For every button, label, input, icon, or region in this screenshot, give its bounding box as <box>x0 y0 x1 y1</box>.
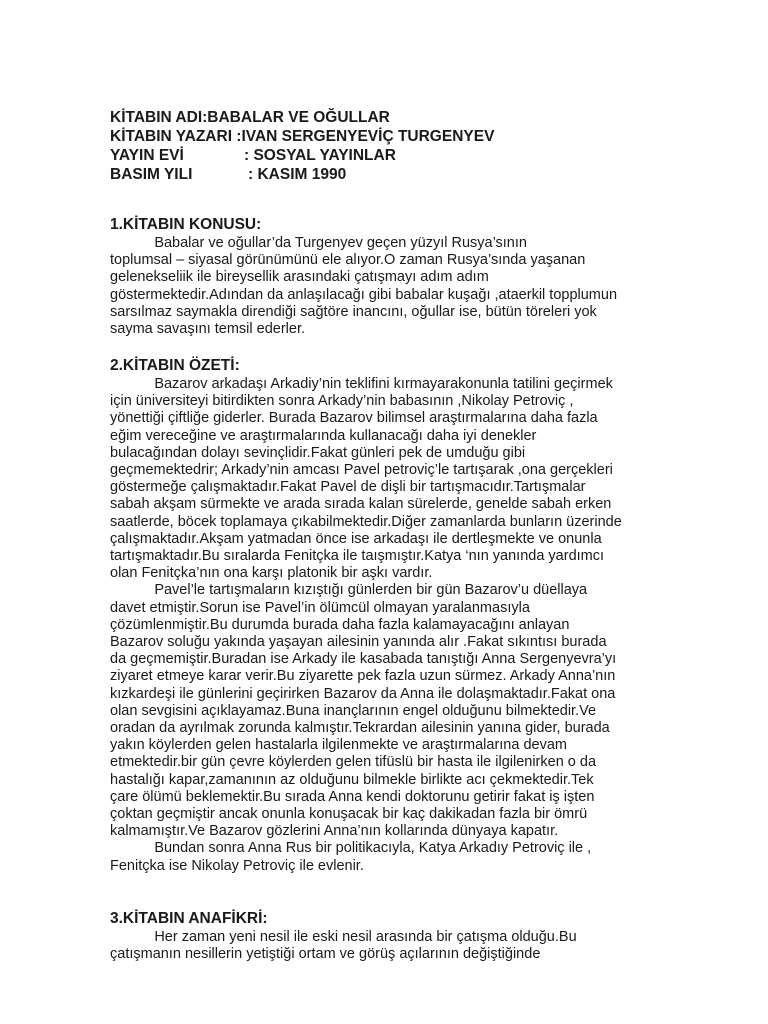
text-line: çalışmaktadır.Akşam yatmadan önce ise arkadaşı ile dertleşmekte ve onunla <box>110 530 602 547</box>
text-line: için üniversiteyi bitirdikten sonra Arkady’nin babasının ,Nikolay Petroviç , <box>110 393 574 410</box>
text-line: Bazarov soluğu yakında yaşayan ailesinin yanında alır .Fakat sıkıntısı burada <box>110 634 607 651</box>
text-line: kalmamıştır.Ve Bazarov gözlerini Anna’nın kollarında dünyaya kapatır. <box>110 823 559 840</box>
text-line: etmektedir.bir gün çevre köylerden gelen tifüslü bir hasta ile ilgilenirken o da <box>110 754 597 771</box>
book-author-row <box>110 127 494 146</box>
text-line: davet etmiştir.Sorun ise Pavel’in ölümcül olmayan yaralanmasıyla <box>110 599 530 616</box>
text-line: gelenekseliik ile bireysellik arasındaki çatışmayı adım adım <box>110 269 489 286</box>
text-line: Fenitçka ise Nikolay Petroviç ile evlenir. <box>110 857 364 874</box>
text-line: geçmemektedrir; Arkady’nin amcası Pavel petroviç’le tartışarak ,ona gerçekleri <box>110 462 613 479</box>
text-line: ziyaret etmeye karar verir.Bu ziyarette pek fazla uzun sürmez. Arkady Anna’nın <box>110 668 616 685</box>
text-line: saatlerde, böcek toplamaya çıkabilmektedir.Diğer zamanlarda bunların üzerinde <box>110 513 622 530</box>
text-line: çözümlenmiştir.Bu durumda burada daha fazla kalamayacağını anlayan <box>110 616 570 633</box>
text-line: olan sevgisini açıklayamaz.Buna inançlarının engel olduğunu bilmektedir.Ve <box>110 702 597 719</box>
book-info <box>110 108 494 184</box>
book-author-value: IVAN SERGENYEVİÇ TURGENYEV <box>241 128 495 145</box>
text-line: yakın köylerden gelen hastalarla ilgilenmekte ve araştırmalarına devam <box>110 737 567 754</box>
section-body-anafikri <box>110 929 630 963</box>
book-title-label: KİTABIN ADI: <box>110 109 208 126</box>
text-line: göstermeğe çalışmaktadır.Fakat Pavel de dişli bir tartışmacıdır.Tartışmalar <box>110 479 586 496</box>
section-title-ozeti: 2.KİTABIN ÖZETİ: <box>110 357 240 374</box>
text-line: toplumsal – siyasal görünümünü ele alıyor.O zaman Rusya’sında yaşanan <box>110 252 586 269</box>
text-line: eğim vereceğine ve araştırmalarında kullanacağı daha iyi denekler <box>110 427 537 444</box>
text-line: göstermektedir.Adından da anlaşılacağı gibi babalar kuşağı ,ataerkil topplumun <box>110 286 618 303</box>
text-line: Babalar ve oğullar’da Turgenyev geçen yüzyıl Rusya’sının <box>110 235 527 251</box>
print-year-label: BASIM YILI <box>110 166 193 183</box>
text-line: çatışmanın nesillerin yetiştiği ortam ve görüş açılarının değiştiğinde <box>110 946 541 963</box>
text-line: sayma savaşını temsil ederler. <box>110 321 306 338</box>
text-line: Her zaman yeni nesil ile eski nesil arasında bir çatışma olduğu.Bu <box>110 929 577 945</box>
book-author-label: KİTABIN YAZARI : <box>110 128 242 145</box>
text-line: bulacağından dolayı sevinçlidir.Fakat günleri pek de umduğu gibi <box>110 444 526 461</box>
text-line: sarsılmaz saymakla direndiği sağtöre inancını, oğullar ise, bütün töreleri yok <box>110 303 597 320</box>
print-year-row <box>110 165 494 184</box>
text-line: çoktan geçmiştir ancak onunla konuşacak bir kaç dakikadan fazla bir ömrü <box>110 806 588 823</box>
section-title-anafikri: 3.KİTABIN ANAFİKRİ: <box>110 910 268 927</box>
text-line: hastalığı kapar,zamanının az olduğunu bilmekle birlikte acı çekmektedir.Tek <box>110 771 594 788</box>
text-line: yönettiği çiftliğe giderler. Burada Bazarov bilimsel araştırmalarına daha fazla <box>110 410 598 427</box>
print-year-value: : KASIM 1990 <box>248 166 347 183</box>
publisher-label: YAYIN EVİ <box>110 147 184 164</box>
text-line: olan Fenitçka’nın ona karşı platonik bir aşkı vardır. <box>110 565 433 582</box>
section-body-konusu <box>110 235 630 338</box>
publisher-value: : SOSYAL YAYINLAR <box>244 147 396 164</box>
book-title-row <box>110 108 494 127</box>
section-title-konusu: 1.KİTABIN KONUSU: <box>110 216 262 233</box>
text-line: sabah akşam sürmekte ve arada sırada kalan sürelerde, genelde sabah erken <box>110 496 612 513</box>
text-line: çare ölümü beklemektir.Bu sırada Anna kendi doktorunu getirir fakat iş işten <box>110 788 595 805</box>
text-line: Bundan sonra Anna Rus bir politikacıyla, Katya Arkadıy Petroviç ile , <box>110 840 592 857</box>
text-line: tartışmaktadır.Bu sıralarda Fenitçka ile taışmıştır.Katya ‘nın yanında yardımcı <box>110 548 605 565</box>
text-line: Bazarov arkadaşı Arkadiy’nin teklifini kırmayarakonunla tatilini geçirmek <box>110 376 613 392</box>
section-body-ozeti <box>110 376 630 875</box>
text-line: kızkardeşi ile günlerini geçirirken Bazarov da Anna ile dolaşmaktadır.Fakat ona <box>110 685 616 702</box>
text-line: Pavel’le tartışmaların kızıştığı günlerden bir gün Bazarov’u düellaya <box>110 582 588 599</box>
publisher-row <box>110 146 494 165</box>
text-line: da geçmemiştir.Buradan ise Arkady ile kasabada tanıştığı Anna Sergenyevra’yı <box>110 651 617 668</box>
text-line: oradan da ayrılmak zorunda kalmıştır.Tekrardan ailesinin yanına gider, burada <box>110 720 610 737</box>
book-title-value: BABALAR VE OĞULLAR <box>207 109 390 126</box>
